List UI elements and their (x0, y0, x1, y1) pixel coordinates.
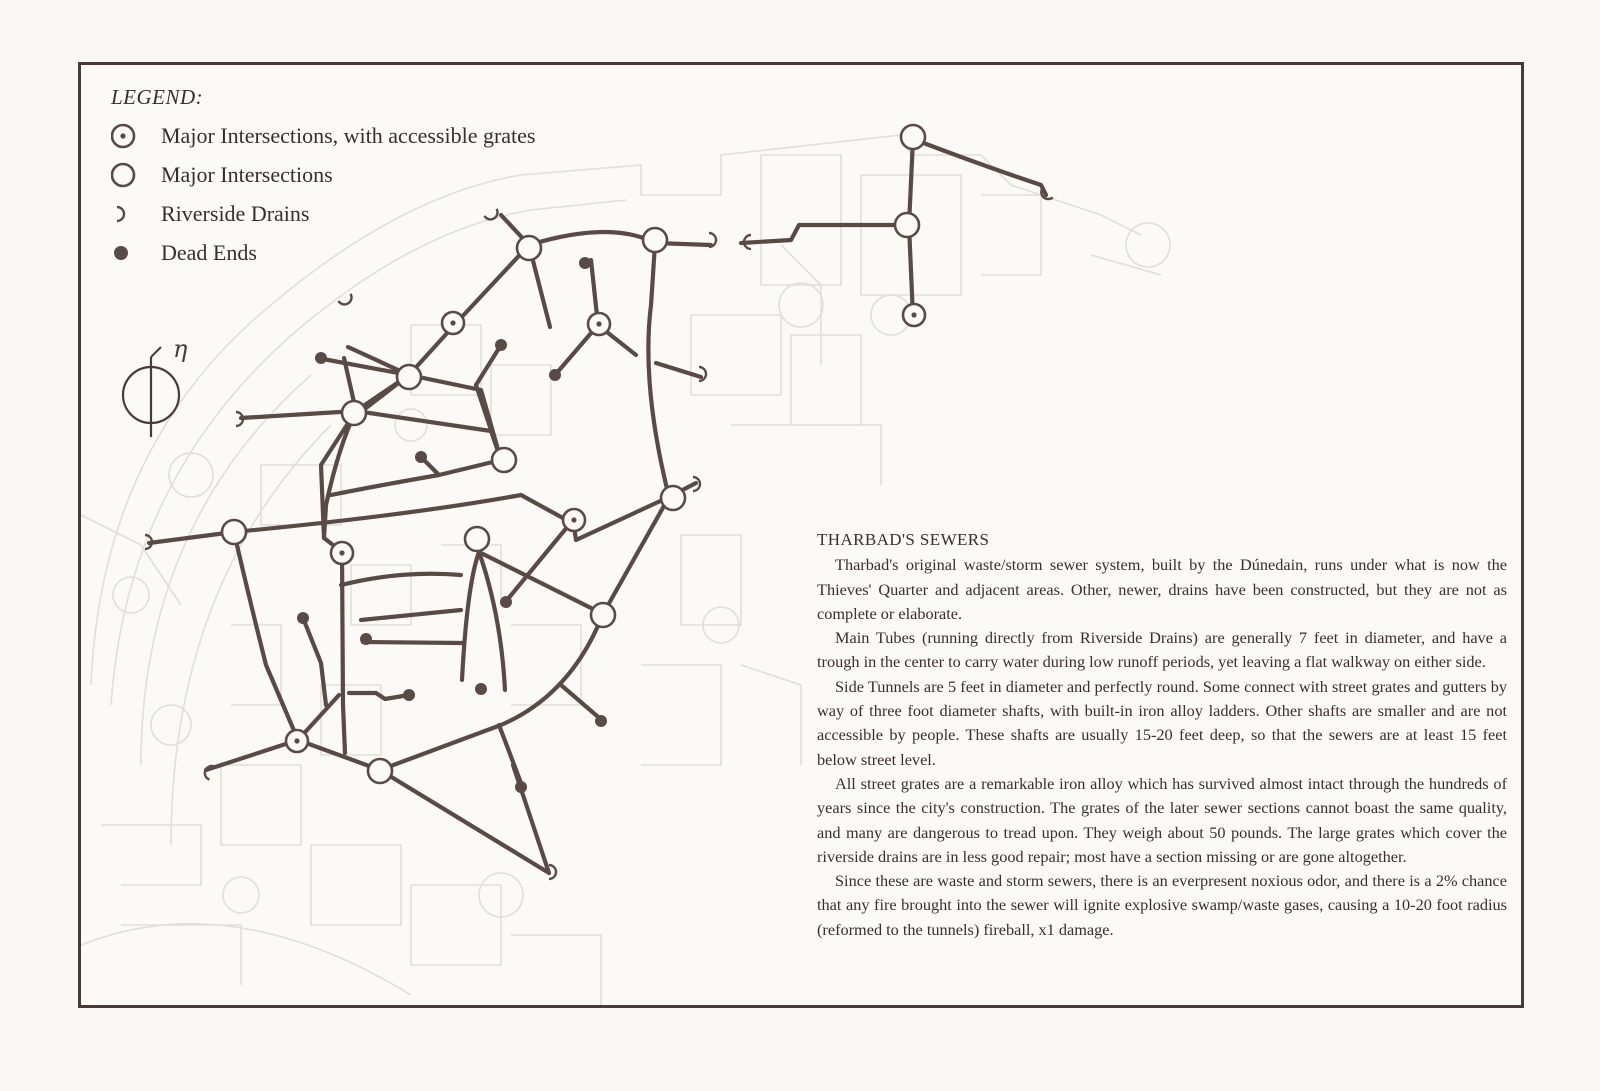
intersection-icon (111, 160, 161, 190)
dead-end-icon (111, 238, 161, 268)
article-paragraph: Main Tubes (running directly from Riverside Drains) are generally 7 feet in diameter, and have a trough in the center to carry water during low runoff periods, yet leaving a flat walkway on either side. (817, 628, 1507, 672)
article-paragraph: Side Tunnels are 5 feet in diameter and perfectly round. Some connect with street grates and gutters by way of three foot diameter shafts, with built-in iron alloy ladders. Other shafts are smaller and are not accessible by people. These shafts are usually 15-20 feet deep, so that the sewers are at least 15 feet below street level. (817, 676, 1507, 769)
legend-label: Dead Ends (161, 239, 257, 265)
legend-label: Riverside Drains (161, 200, 310, 226)
legend-item-grate-intersection (111, 116, 535, 155)
compass-icon (117, 333, 197, 443)
legend-label: Major Intersections (161, 161, 333, 187)
legend-item-dead-end (111, 233, 535, 272)
compass-glyph: η (173, 335, 188, 363)
grate-intersection-icon (111, 121, 161, 151)
legend-item-intersection (111, 155, 535, 194)
article (817, 528, 1507, 942)
article-paragraph: Tharbad's original waste/storm sewer system, built by the Dúnedain, runs under what is now the Thieves' Quarter and adjacent areas. Other, newer, drains have been constructed, but they are not as complete or elaborate. (817, 555, 1507, 623)
article-paragraph: All street grates are a remarkable iron alloy which has survived almost intact through the hundreds of years since the city's construction. The grates of the later sewer sections cannot boast the same quality, and many are dangerous to tread upon. They weigh about 50 pounds. The large grates which cover the riverside drains are in less good repair; most have a section missing or are gone altogether. (817, 773, 1507, 866)
riverside-drain-icon (111, 199, 161, 229)
article-title: THARBAD'S SEWERS (817, 530, 990, 549)
legend-label: Major Intersections, with accessible grates (161, 122, 536, 148)
article-paragraph: Since these are waste and storm sewers, there is an everpresent noxious odor, and there is a 2% chance that any fire brought into the sewer will ignite explosive swamp/waste gases, causing a 10-20 foot radius (reformed to the tunnels) fireball, x1 damage. (817, 871, 1507, 939)
legend (111, 85, 535, 272)
map-frame (78, 62, 1524, 1008)
legend-title: LEGEND: (111, 85, 204, 109)
compass (117, 333, 197, 448)
legend-item-riverside-drain (111, 194, 535, 233)
